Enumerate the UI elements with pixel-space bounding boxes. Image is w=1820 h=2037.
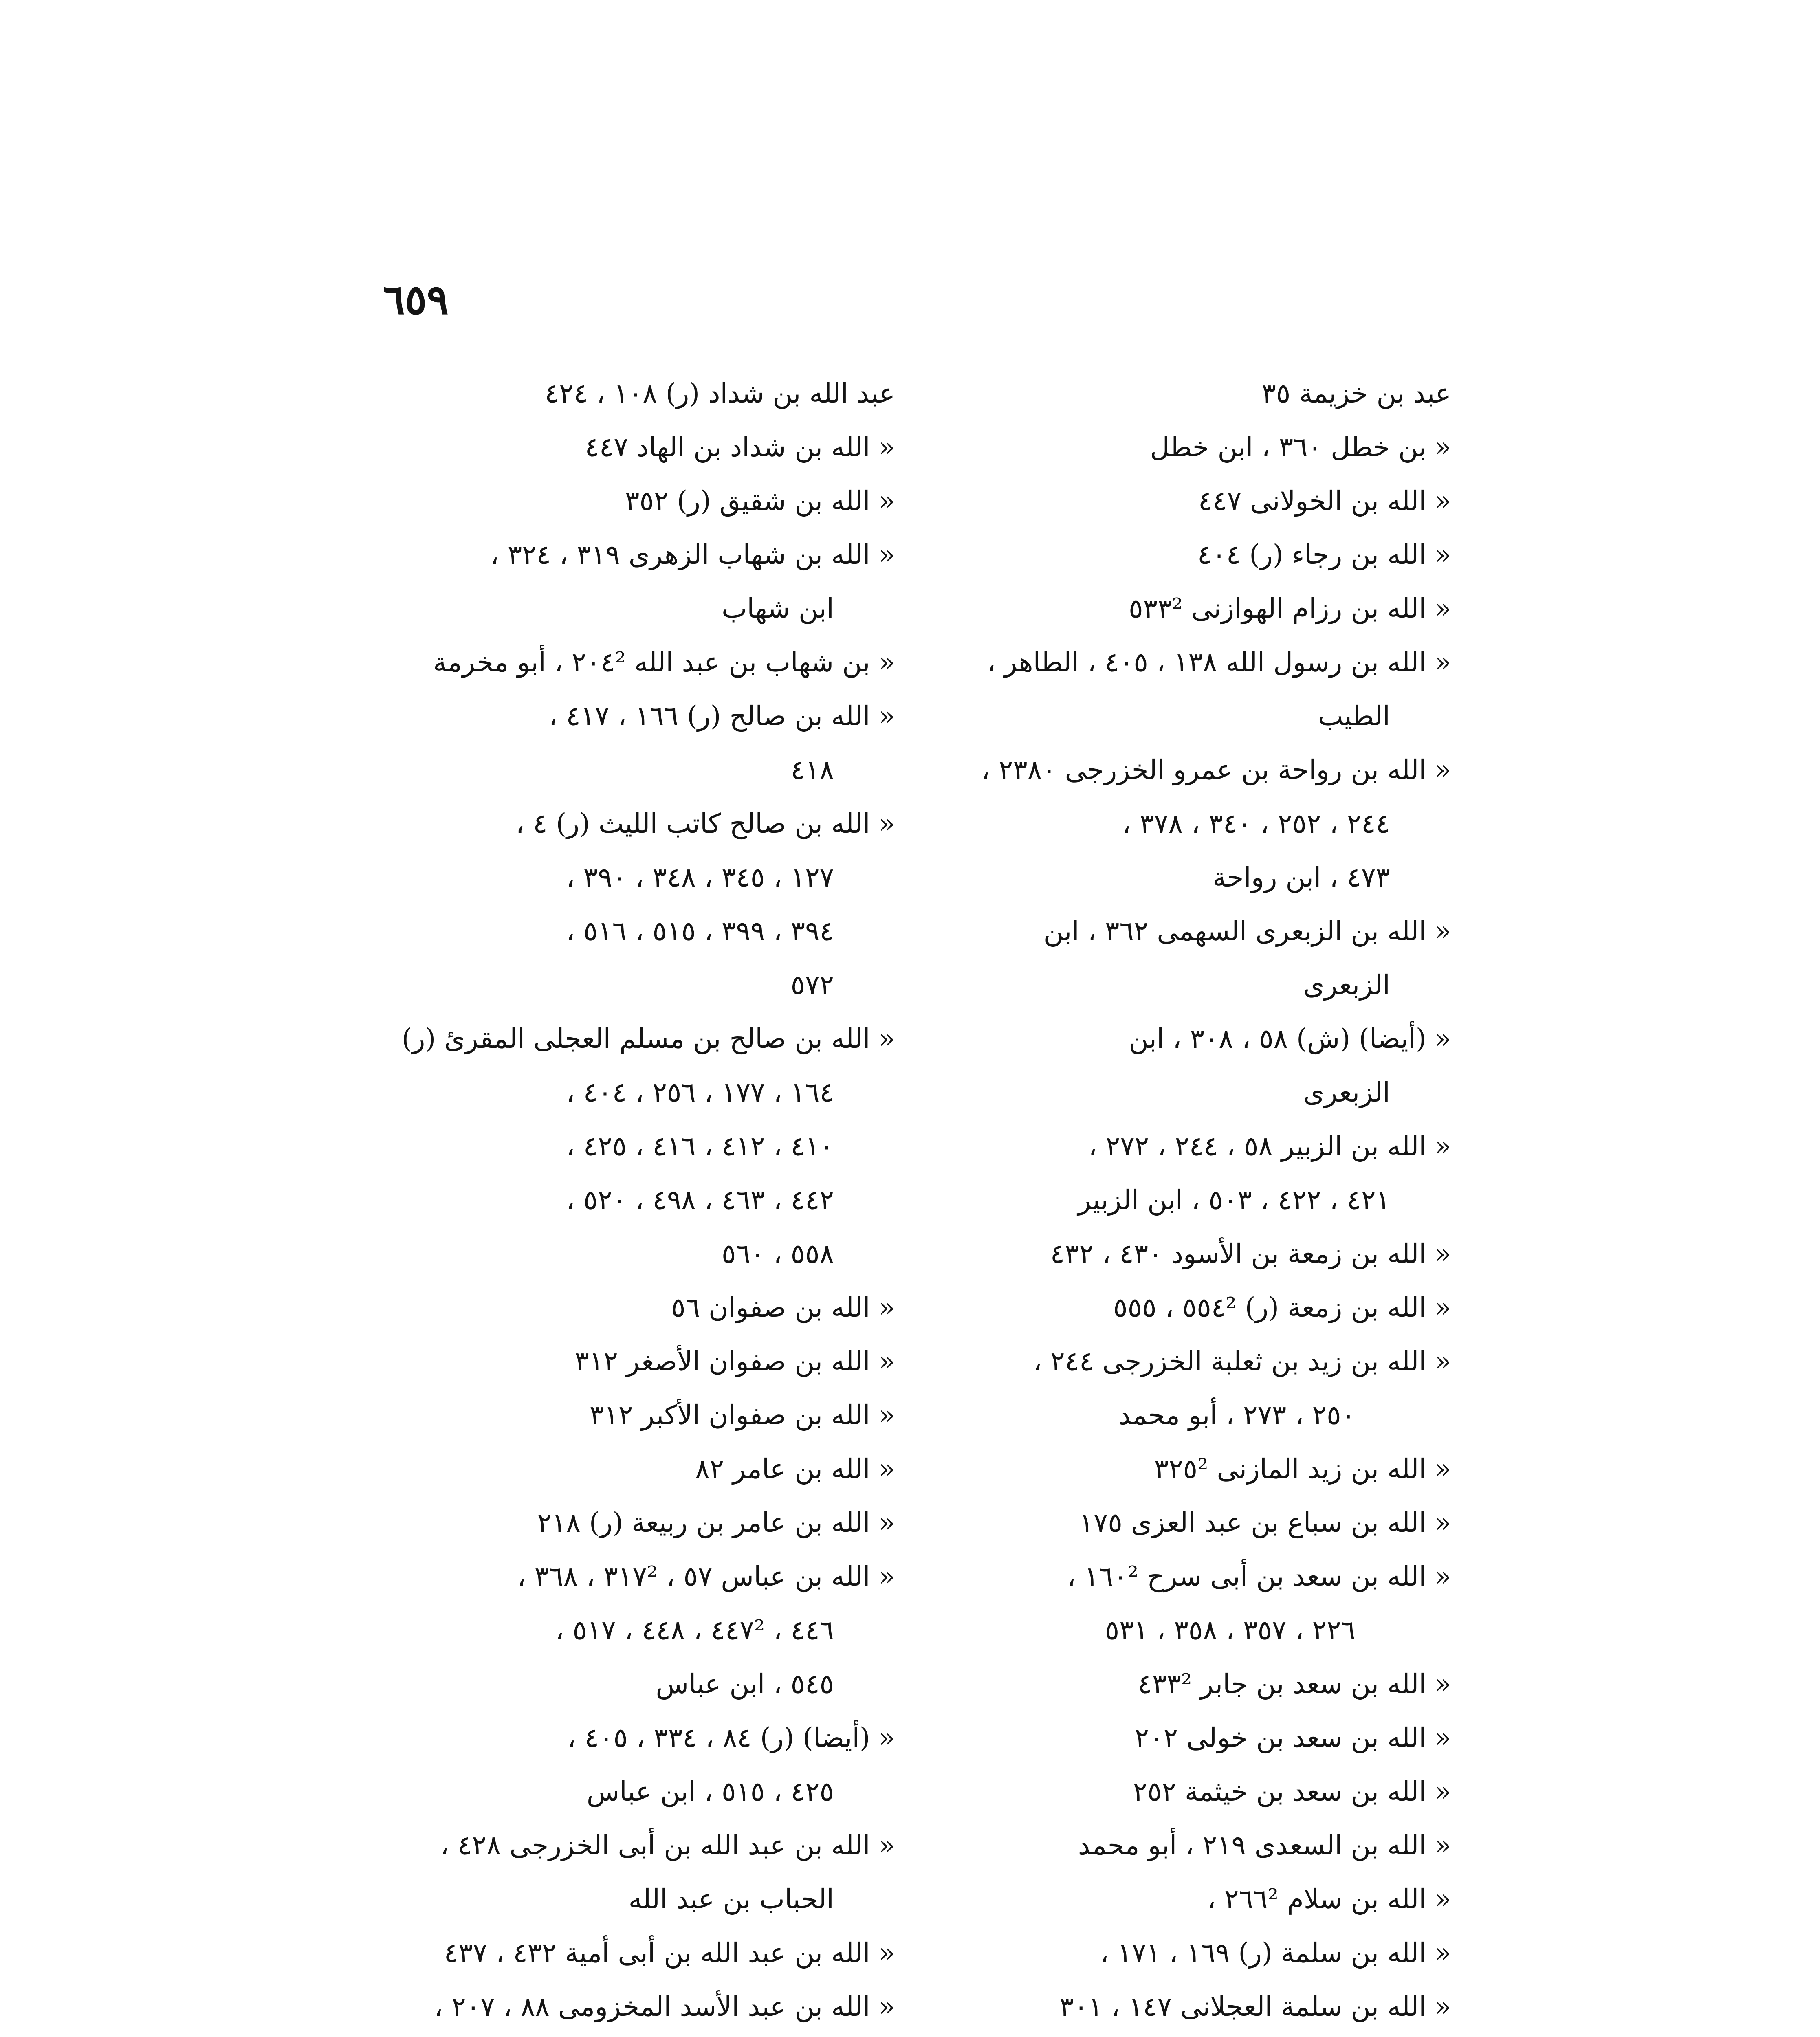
index-entry-continuation: ٤٢١ ، ٤٢٢ ، ٥٠٣ ، ابن الزبير (1078, 1184, 1390, 1216)
index-entry-continuation: ٤١٠ ، ٤١٢ ، ٤١٦ ، ٤٢٥ ، (566, 1131, 834, 1162)
index-entry: عبد الله بن شداد (ر) ١٠٨ ، ٤٢٤ (544, 378, 895, 409)
index-entry-continuation: ٥٤٥ ، ابن عباس (656, 1668, 834, 1700)
index-entry-continuation: الطيب (1318, 700, 1390, 732)
index-entry-continuation: ١٦٤ ، ١٧٧ ، ٢٥٦ ، ٤٠٤ ، (566, 1077, 834, 1108)
index-entry: « الله بن صفوان ٥٦ (671, 1292, 895, 1323)
index-entry: « الله بن سلمة العجلانى ١٤٧ ، ٣٠١ (1059, 1991, 1451, 2022)
index-entry: « الله بن سلام ٢٦٦² ، (1207, 1883, 1451, 1915)
index-entry-continuation: ٤١٨ (790, 754, 834, 785)
index-entry: « الله بن الزبير ٥٨ ، ٢٤٤ ، ٢٧٢ ، (1088, 1131, 1451, 1162)
index-entry: « الله بن صالح كاتب الليث (ر) ٤ ، (515, 808, 895, 839)
index-entry: « الله بن صالح (ر) ١٦٦ ، ٤١٧ ، (548, 700, 895, 732)
index-entry: « (أيضا) (ش) ٥٨ ، ٣٠٨ ، ابن (1129, 1023, 1451, 1054)
index-entry: « الله بن عبد الله بن أبى أمية ٤٣٢ ، ٤٣٧ (444, 1937, 895, 1969)
index-entry: « بن خطل ٣٦٠ ، ابن خطل (1150, 431, 1451, 463)
index-entry: « الله بن صفوان الأصغر ٣١٢ (574, 1346, 895, 1377)
index-entry: « الله بن سباع بن عبد العزى ١٧٥ (1079, 1507, 1451, 1538)
index-entry-continuation: ٢٤٤ ، ٢٥٢ ، ٣٤٠ ، ٣٧٨ ، (1122, 808, 1390, 839)
index-column-left (353, 367, 895, 2037)
page-number: ٦٥٩ (383, 275, 449, 323)
index-entry (909, 2034, 1451, 2037)
index-entry-continuation: ٤٧٣ ، ابن رواحة (1213, 862, 1390, 893)
index-entry-continuation: ابن شهاب (722, 593, 834, 624)
index-entry: « الله بن رزام الهوازنى ٥٣٣² (1129, 593, 1451, 624)
index-entry: « بن شهاب بن عبد الله ٢٠٤² ، أبو مخرمة (433, 647, 895, 678)
index-entry-continuation: ٣٩٤ ، ٣٩٩ ، ٥١٥ ، ٥١٦ ، (566, 915, 834, 947)
index-entry-continuation (353, 2034, 895, 2037)
index-entry-continuation: ٤٤٢ ، ٤٦٣ ، ٤٩٨ ، ٥٢٠ ، (566, 1184, 834, 1216)
index-entry: « الله بن شداد بن الهاد ٤٤٧ (585, 431, 895, 463)
index-entry: « الله بن عامر ٨٢ (695, 1453, 895, 1485)
index-column-right (909, 367, 1451, 2037)
index-entry: « الله بن شهاب الزهرى ٣١٩ ، ٣٢٤ ، (490, 539, 895, 570)
index-entry-continuation: ١٢٧ ، ٣٤٥ ، ٣٤٨ ، ٣٩٠ ، (566, 862, 834, 893)
index-entry: « الله بن عامر بن ربيعة (ر) ٢١٨ (537, 1507, 895, 1538)
index-entry: « الله بن شقيق (ر) ٣٥٢ (625, 485, 895, 517)
index-entry: عبد بن خزيمة ٣٥ (1261, 378, 1451, 409)
index-entry: « الله بن سلمة (ر) ١٦٩ ، ١٧١ ، (1100, 1937, 1451, 1969)
index-entry: « الله بن زمعة (ر) ٥٥٤² ، ٥٥٥ (1113, 1292, 1451, 1323)
index-entry-continuation: ٥٧٢ (790, 969, 834, 1001)
index-entry: « الله بن صالح بن مسلم العجلى المقرئ (ر) (401, 1023, 895, 1054)
index-entry-continuation: ٢٢٦ ، ٣٥٧ ، ٣٥٨ ، ٥٣١ (1105, 1615, 1356, 1646)
index-entry-continuation: ٤٢٥ ، ٥١٥ ، ابن عباس (586, 1776, 834, 1807)
index-entry-continuation: ٤٤٦ ، ٤٤٧² ، ٤٤٨ ، ٥١٧ ، (555, 1615, 834, 1646)
index-entry: « (أيضا) (ر) ٨٤ ، ٣٣٤ ، ٤٠٥ ، (567, 1722, 895, 1753)
index-entry: « الله بن السعدى ٢١٩ ، أبو محمد (1078, 1830, 1451, 1861)
index-entry: « الله بن زمعة بن الأسود ٤٣٠ ، ٤٣٢ (1050, 1238, 1451, 1269)
index-entry: « الله بن الزبعرى السهمى ٣٦٢ ، ابن (1043, 915, 1451, 947)
index-entry-continuation: ٥٥٨ ، ٥٦٠ (722, 1238, 834, 1269)
index-entry-continuation: الحباب بن عبد الله (628, 1883, 834, 1915)
index-entry: « الله بن صفوان الأكبر ٣١٢ (590, 1399, 895, 1431)
index-entry: « الله بن زيد المازنى ٣٢٥² (1154, 1453, 1451, 1485)
index-entry: « الله بن سعد بن جابر ٤٣٣² (1138, 1668, 1451, 1700)
index-entry-continuation: ٢٥٠ ، ٢٧٣ ، أبو محمد (1118, 1399, 1356, 1431)
index-entry: « الله بن رسول الله ١٣٨ ، ٤٠٥ ، الطاهر ، (987, 647, 1451, 678)
index-entry-continuation: الزبعرى (1303, 1077, 1390, 1108)
index-entry: « الله بن سعد بن أبى سرح ١٦٠² ، (1067, 1561, 1451, 1592)
index-entry: « الله بن رواحة بن عمرو الخزرجى ٢٣٨٠ ، (981, 754, 1451, 785)
index-entry: « الله بن عباس ٥٧ ، ٣١٧² ، ٣٦٨ ، (517, 1561, 895, 1592)
index-entry: « الله بن رجاء (ر) ٤٠٤ (1197, 539, 1451, 570)
index-entry: « الله بن سعد بن خيثمة ٢٥٢ (1133, 1776, 1451, 1807)
index-entry: « الله بن سعد بن خولى ٢٠٢ (1134, 1722, 1451, 1753)
index-entry: « الله بن عبد الله بن أبى الخزرجى ٤٢٨ ، (440, 1830, 895, 1861)
index-entry: « الله بن عبد الأسد المخزومى ٨٨ ، ٢٠٧ ، (434, 1991, 895, 2022)
index-entry: « الله بن الخولانى ٤٤٧ (1198, 485, 1451, 517)
index-entry-continuation: الزبعرى (1303, 969, 1390, 1001)
index-entry: « الله بن زيد بن ثعلبة الخزرجى ٢٤٤ ، (1033, 1346, 1451, 1377)
